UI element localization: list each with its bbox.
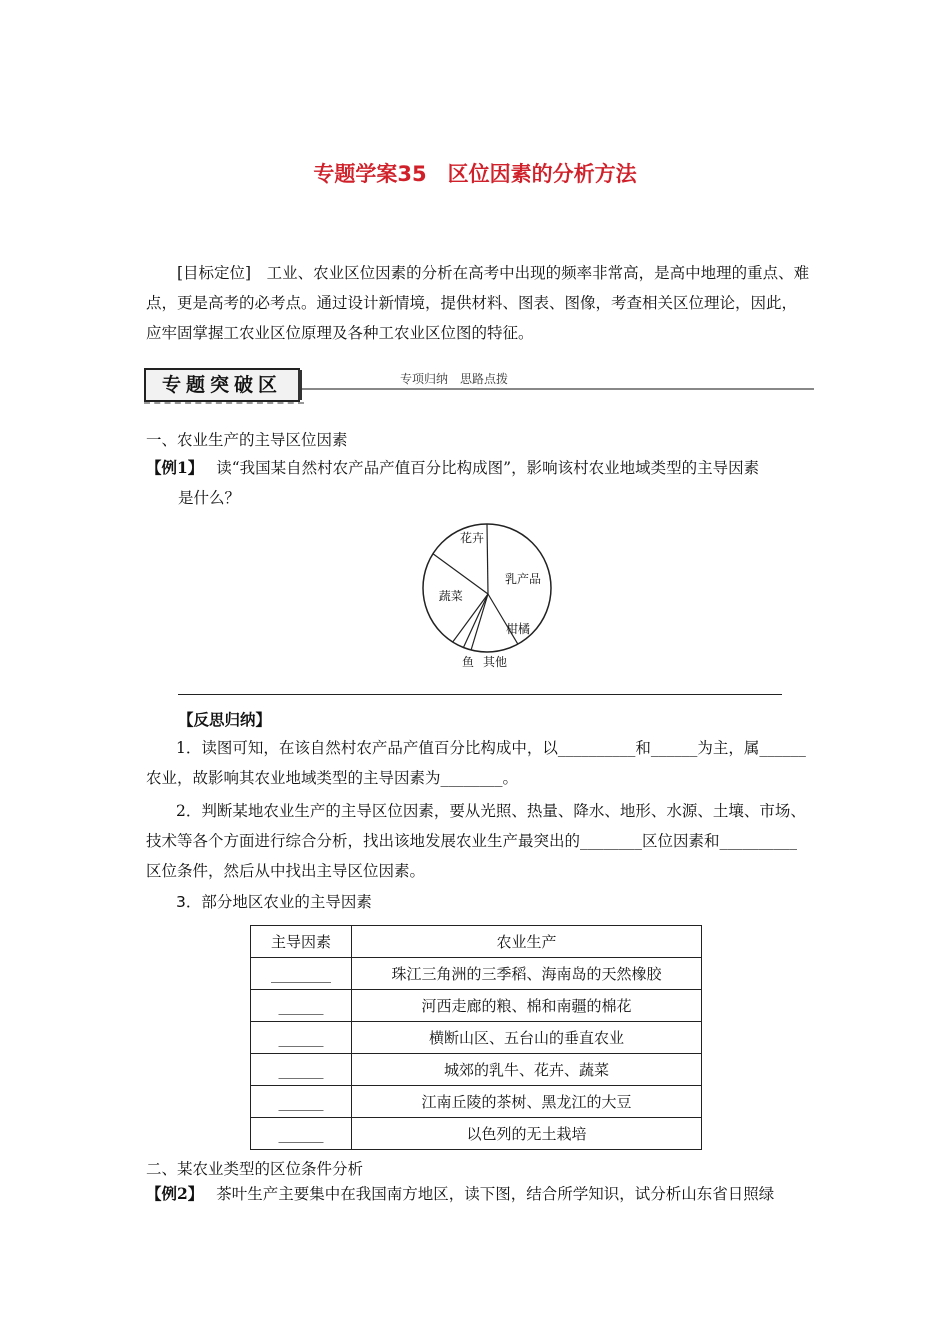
pie-label-5: 花卉 (459, 531, 485, 545)
table-header-row (251, 926, 702, 958)
factors-table (250, 925, 702, 1150)
example2 (146, 1179, 826, 1209)
table-row (251, 1118, 702, 1150)
page-title: 专题学案35 区位因素的分析方法 (313, 162, 637, 186)
table-cell: ______ (251, 1118, 352, 1150)
banner-dash (144, 402, 304, 404)
reflection-item-2: 2．判断某地农业生产的主导区位因素，要从光照、热量、降水、地形、水源、土壤、市场、技术等各个方面进行综合分析，找出该地发展农业生产最突出的________区位因素和__________区位条件，然后从中找出主导区位因素。 (146, 802, 806, 880)
banner-bar (298, 370, 302, 400)
table-cell: ______ (251, 1022, 352, 1054)
table-cell: ______ (251, 1086, 352, 1118)
pie-chart (400, 510, 580, 675)
table-row (251, 1054, 702, 1086)
example2-tag: 【例2】 (146, 1184, 204, 1203)
pie-label-1: 柑橘 (505, 622, 531, 636)
table-cell: ______ (251, 1054, 352, 1086)
pie-label-0: 乳产品 (504, 571, 541, 586)
section2-heading: 二、某农业类型的区位条件分析 (146, 1160, 364, 1178)
table-cell: ______ (251, 990, 352, 1022)
table-cell: ________ (251, 958, 352, 990)
table-cell: 江南丘陵的茶树、黑龙江的大豆 (352, 1086, 702, 1118)
table-row (251, 990, 702, 1022)
reflection-item-3: 3．部分地区农业的主导因素 (176, 893, 372, 911)
example2-text: 茶叶生产主要集中在我国南方地区，读下图，结合所学知识，试分析山东省日照绿 (216, 1185, 775, 1203)
pie-label-2: 其他 (482, 655, 508, 669)
pie-label-3: 鱼 (461, 655, 475, 669)
table-cell: 河西走廊的粮、棉和南疆的棉花 (352, 990, 702, 1022)
example1 (146, 453, 816, 483)
table-header: 主导因素 (251, 926, 352, 958)
answer-line (178, 694, 782, 695)
intro-paragraph: [目标定位] 工业、农业区位因素的分析在高考中出现的频率非常高，是高中地理的重点、难点，更是高考的必考点。通过设计新情境，提供材料、图表、图像，考查相关区位理论，因此，应牢固掌握工农业区位原理及各种工农业区位图的特征。 (146, 264, 810, 342)
section1-heading: 一、农业生产的主导区位因素 (146, 431, 348, 449)
section-banner (144, 366, 814, 406)
reflection-item-1: 1．读图可知，在该自然村农产品产值百分比构成中，以__________和______为主，属______农业，故影响其农业地域类型的主导因素为________。 (146, 739, 806, 787)
banner-rule (302, 388, 814, 390)
table-row (251, 1022, 702, 1054)
reflection-heading: 【反思归纳】 (178, 710, 272, 729)
table-cell: 城郊的乳牛、花卉、蔬菜 (352, 1054, 702, 1086)
example1-tag: 【例1】 (146, 458, 204, 477)
table-row (251, 958, 702, 990)
example1-text-cont: 是什么？ (178, 489, 241, 507)
pie-label-4: 蔬菜 (438, 589, 463, 604)
banner-subtitle: 专项归纳 思路点拨 (400, 372, 509, 386)
example1-text: 读“我国某自然村农产品产值百分比构成图”，影响该村农业地域类型的主导因素 (216, 459, 760, 477)
table-cell: 横断山区、五台山的垂直农业 (352, 1022, 702, 1054)
table-row (251, 1086, 702, 1118)
table-cell: 珠江三角洲的三季稻、海南岛的天然橡胶 (352, 958, 702, 990)
table-header: 农业生产 (352, 926, 702, 958)
banner-label: 专题突破区 (144, 368, 300, 402)
table-cell: 以色列的无土栽培 (352, 1118, 702, 1150)
